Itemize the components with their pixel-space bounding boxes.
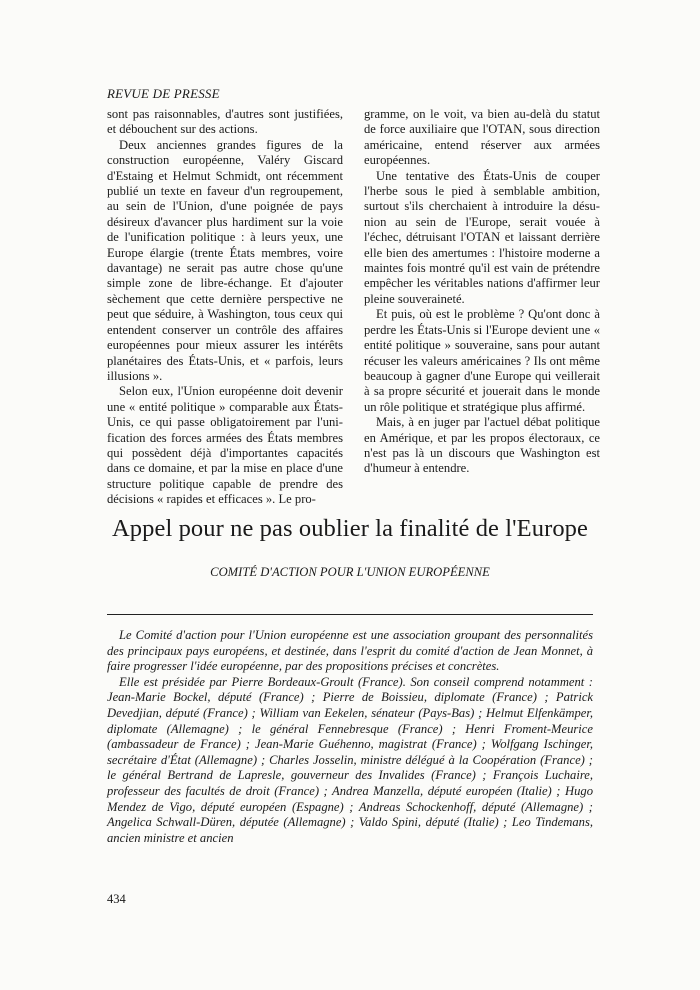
paragraph: Deux anciennes grandes figures de la construction européenne, Valéry Giscard d'Estaing et Helmut Schmidt, ont récemment publié un texte en faveur d'un regroupement, au sein de l'Union, d'une poignée de pays désireux d'avancer plus hardiment sur la voie de l'unification politique : à leurs yeux, une Europe élargie (trente États membres, voire davantage) ne serait pas autre chose qu'une simple zone de libre-échange. Et d'ajouter sèchement que cette dernière perspective ne peut que séduire, à Washington, tous ceux qui entendent conserver un contrôle des affaires européennes pour mieux assurer les intérêts planétaires des États-Unis, et « parfois, leurs illusions ».: [107, 137, 343, 383]
right-column: [364, 107, 600, 477]
article-intro: [107, 628, 593, 846]
paragraph: sont pas raisonnables, d'autres sont justifiées, et débouchent sur des actions.: [107, 107, 343, 137]
divider-rule: [107, 614, 593, 615]
paragraph: Et puis, où est le problème ? Qu'ont donc à perdre les États-Unis si l'Europe devient une « entité politique » souveraine, sans pour autant récuser les valeurs américaines ? Ils ont même beaucoup à gagner d'une Europe qui veillerait à sa propre sécurité et jouerait dans le monde un rôle politique et stratégique plus affirmé.: [364, 307, 600, 414]
paragraph: Selon eux, l'Union européenne doit devenir une « entité politique » comparable aux États-Unis, ce qui passe obligatoirement par l'unification des forces armées des États membres qui possèdent déjà d'importantes capacités dans ce domaine, et par la mise en place d'une structure politique capable de prendre des décisions « rapides et efficaces ». Le pro-: [107, 384, 343, 507]
intro-paragraph: Le Comité d'action pour l'Union européenne est une association groupant des personnalités des principaux pays européens, et destinée, dans l'esprit du comité d'action de Jean Monnet, à faire progresser l'idée européenne, par des propositions précises et concrètes.: [107, 628, 593, 674]
paragraph: Mais, à en juger par l'actuel débat politique en Amérique, et par les propos électoraux, ce n'est pas là un discours que Washington est d'humeur à entendre.: [364, 415, 600, 476]
left-column: [107, 107, 343, 508]
intro-paragraph: Elle est présidée par Pierre Bordeaux-Groult (France). Son conseil comprend notamment : Jean-Marie Bockel, député (France) ; Pierre de Boissieu, diplomate (France) ; Patrick Devedjian, député (France) ; William van Eekelen, sénateur (Pays-Bas) ; Helmut Elfenkämper, diplomate (Allemagne) ; le général Fennebresque (France) ; Henri Froment-Meurice (ambassadeur de France) ; Jean-Marie Guéhenno, magistrat (France) ; Wolfgang Ischinger, secrétaire d'État (Allemagne) ; Charles Josselin, ministre délégué à la Coopération (France) ; le général Bertrand de Lapresle, gouverneur des Invalides (France) ; François Luchaire, professeur des facultés de droit (France) ; Andrea Manzella, député européen (Italie) ; Hugo Mendez de Vigo, député européen (Espagne) ; Andreas Schockenhoff, député (Allemagne) ; Angelica Schwall-Düren, députée (Allemagne) ; Valdo Spini, député (Italie) ; Leo Tindemans, ancien ministre et ancien: [107, 674, 593, 845]
paragraph: Une tentative des États-Unis de couper l'herbe sous le pied à semblable ambition, surtout s'ils cherchaient à introduire la désunion au sein de l'Europe, serait vouée à l'échec, détruisant l'OTAN et laissant derrière elle bien des amertumes : l'histoire moderne a maintes fois montré qu'il est vain de prétendre empêcher les véritables nations d'affirmer leur pleine souveraineté.: [364, 168, 600, 306]
page-number: 434: [107, 892, 126, 906]
paragraph: gramme, on le voit, va bien au-delà du statut de force auxiliaire que l'OTAN, sous direction américaine, entend réserver aux armées européennes.: [364, 107, 600, 168]
running-head: REVUE DE PRESSE: [107, 86, 220, 101]
article-byline: COMITÉ D'ACTION POUR L'UNION EUROPÉENNE: [210, 565, 490, 579]
article-title: Appel pour ne pas oublier la finalité de l'Europe: [111, 515, 589, 542]
